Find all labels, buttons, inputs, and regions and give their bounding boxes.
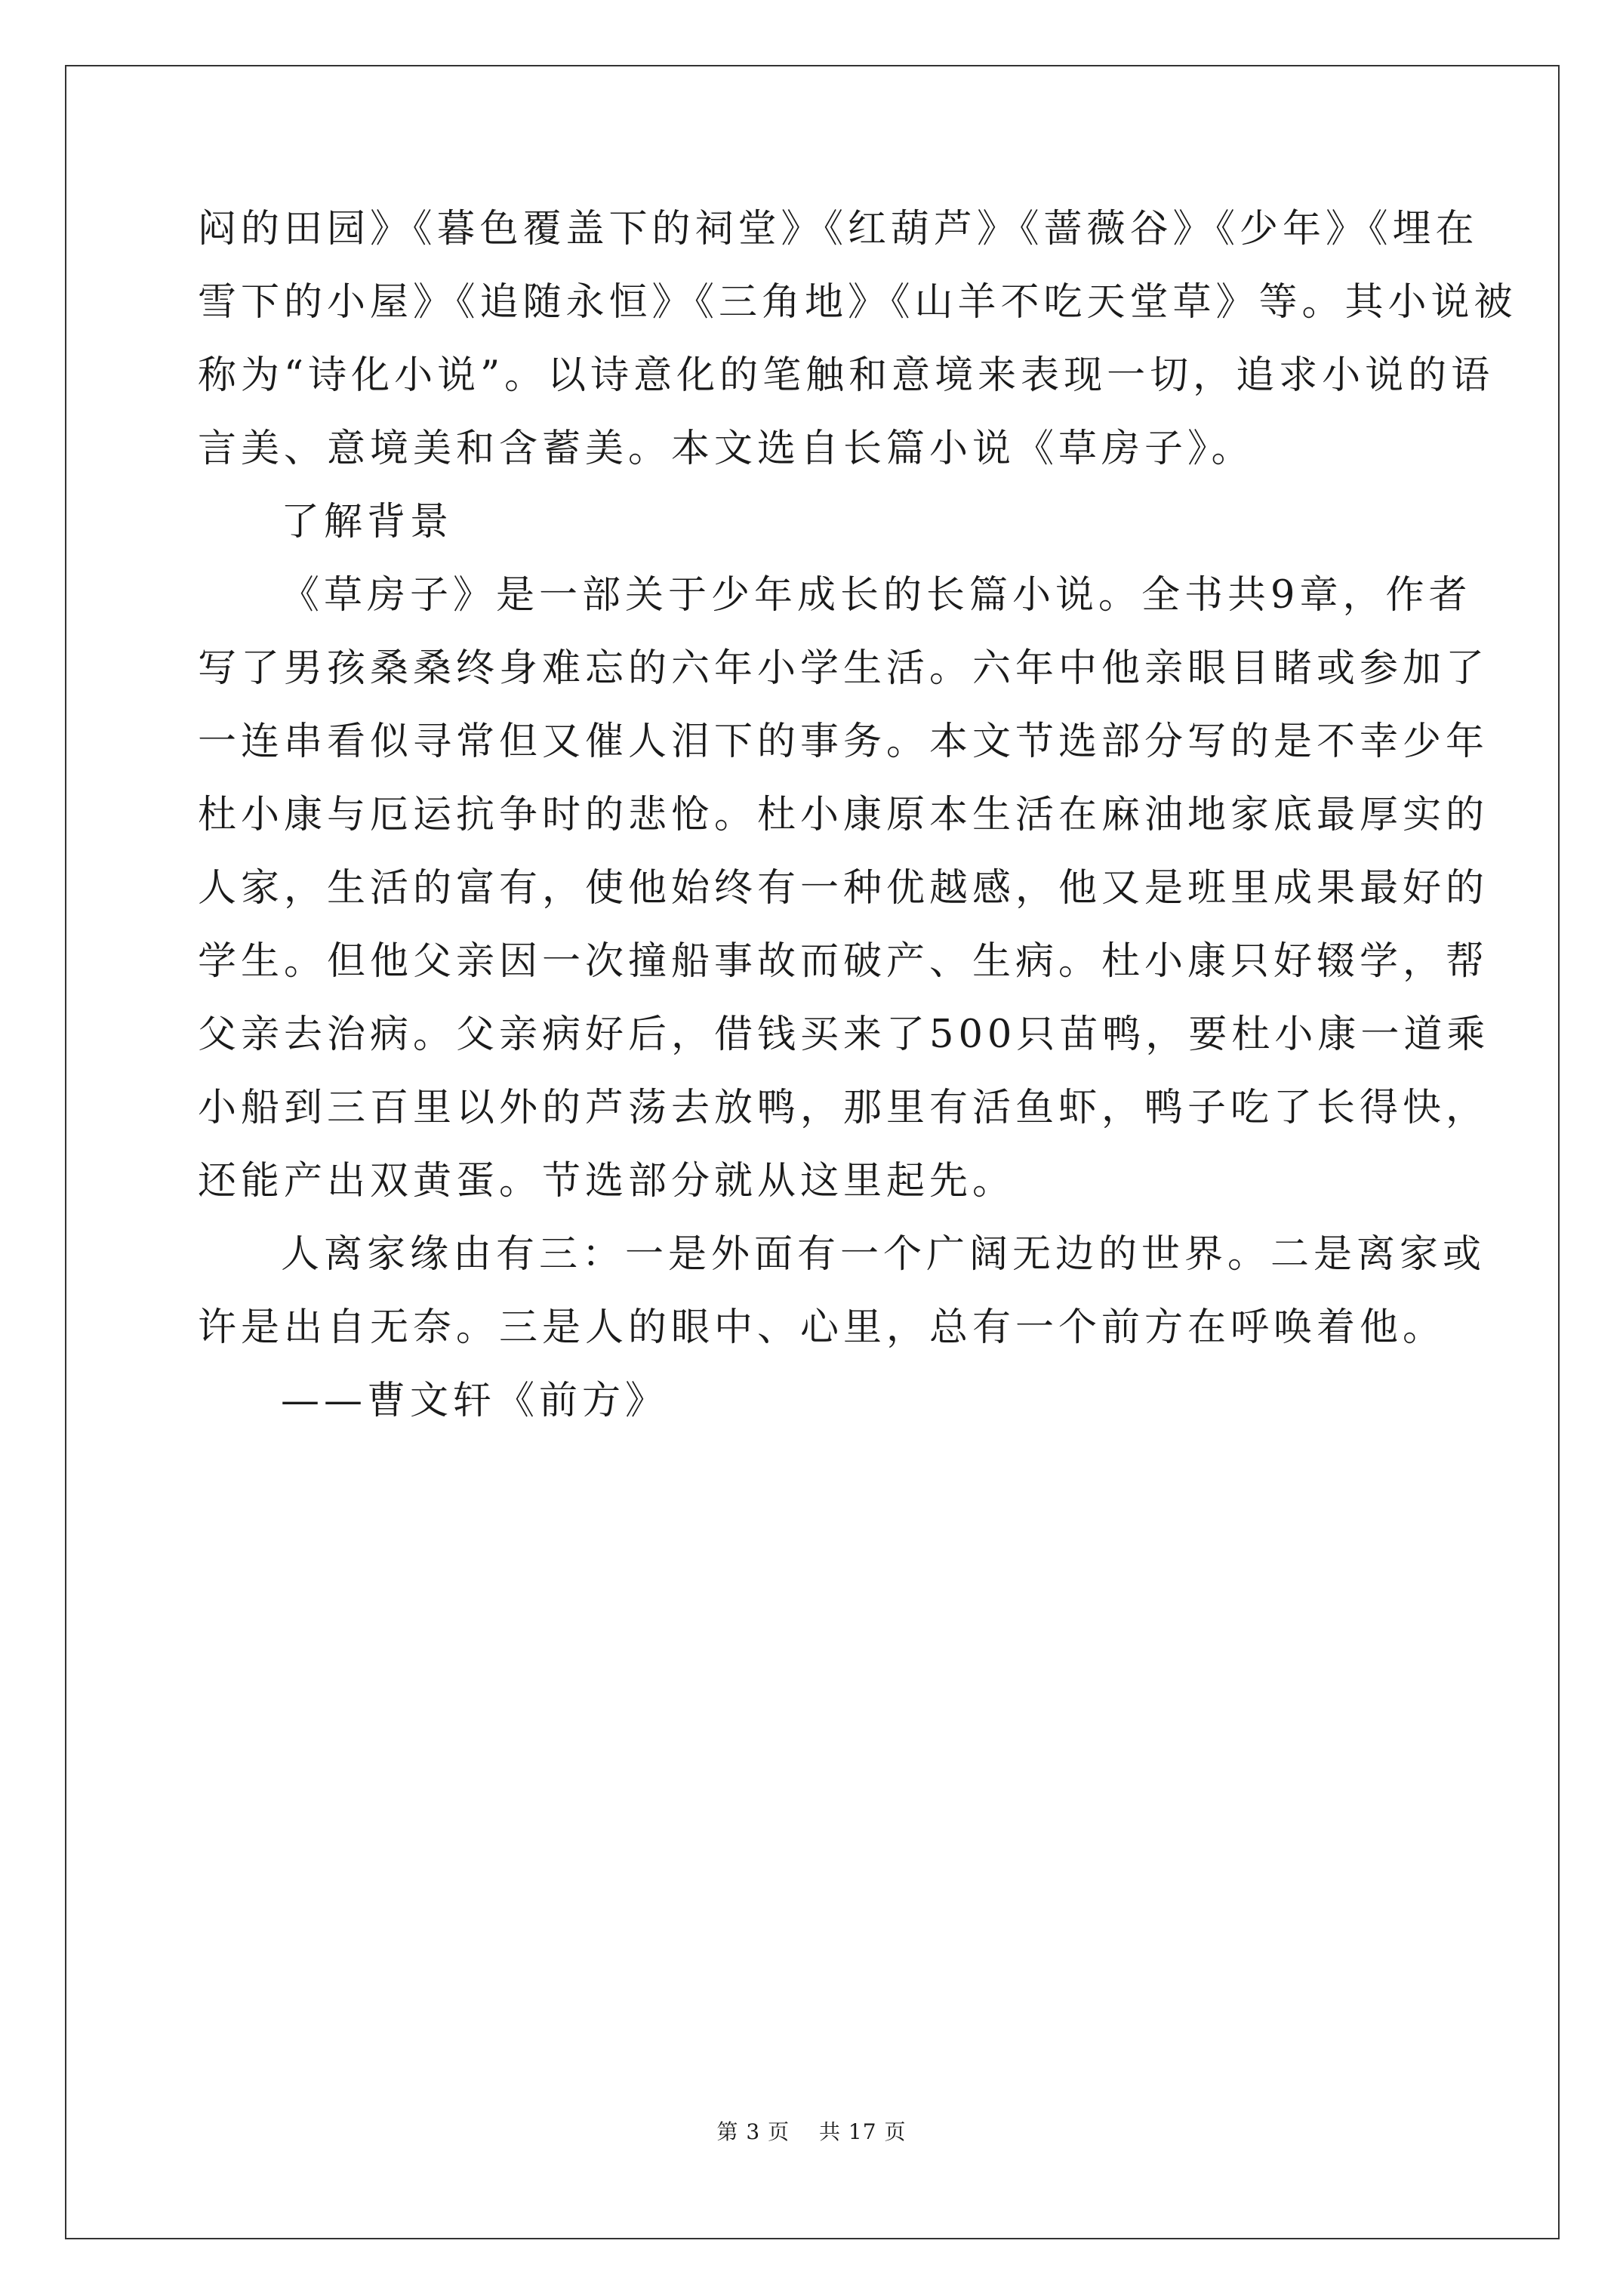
text-line: 一连串看似寻常但又催人泪下的事务。本文节选部分写的是不幸少年	[198, 720, 1489, 764]
text-line: 人家，生活的富有，使他始终有一种优越感，他又是班里成果最好的	[198, 866, 1489, 911]
text-line: 言美、意境美和含蓄美。本文选自长篇小说《草房子》。	[198, 427, 1255, 471]
text-line: 写了男孩桑桑终身难忘的六年小学生活。六年中他亲眼目睹或参加了	[198, 646, 1489, 691]
text-line: 杜小康与厄运抗争时的悲怆。杜小康原本生活在麻油地家底最厚实的	[198, 793, 1489, 837]
text-line: 许是出自无奈。三是人的眼中、心里，总有一个前方在呼唤着他。	[198, 1305, 1446, 1350]
text-line: 父亲去治病。父亲病好后，借钱买来了500只苗鸭，要杜小康一道乘	[198, 1012, 1490, 1057]
section-heading: 了解背景	[281, 500, 454, 544]
text-line: 还能产出双黄蛋。节选部分就从这里起先。	[198, 1159, 1016, 1203]
text-line: 《草房子》是一部关于少年成长的长篇小说。全书共9章，作者	[281, 573, 1472, 618]
text-line: 称为“诗化小说”。以诗意化的笔触和意境来表现一切，追求小说的语	[198, 353, 1495, 398]
text-line: 人离家缘由有三：一是外面有一个广阔无边的世界。二是离家或	[281, 1232, 1486, 1277]
text-line: 学生。但他父亲因一次撞船事故而破产、生病。杜小康只好辍学，帮	[198, 939, 1489, 984]
text-line: 雪下的小屋》《追随永恒》《三角地》《山羊不吃天堂草》等。其小说被	[198, 280, 1517, 325]
text-line: 闷的田园》《暮色覆盖下的祠堂》《红葫芦》《蔷薇谷》《少年》《埋在	[198, 207, 1479, 251]
text-line: 小船到三百里以外的芦荡去放鸭，那里有活鱼虾，鸭子吃了长得快，	[198, 1086, 1489, 1130]
page-number: 第 3 页 共 17 页	[716, 2119, 907, 2144]
quote-attribution: ——曹文轩《前方》	[281, 1379, 669, 1423]
